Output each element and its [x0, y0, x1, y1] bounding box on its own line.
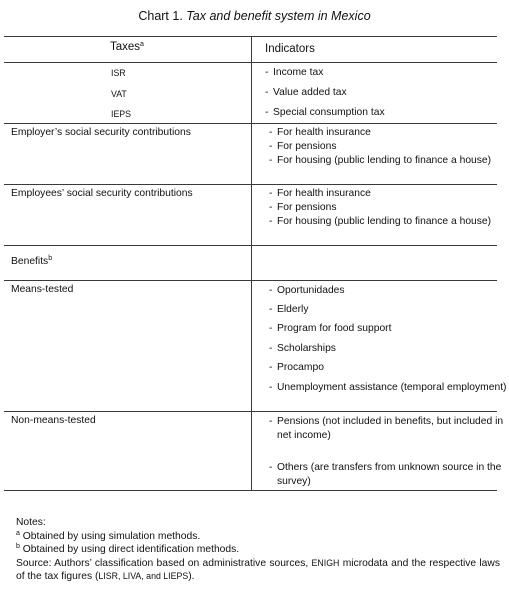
- tax-abbr-ieps: IEPS: [111, 109, 132, 119]
- notes: [16, 516, 500, 584]
- means-tested-item: - Oportunidades: [269, 285, 345, 296]
- employee-item: - For health insurance: [269, 188, 371, 199]
- page-title: [0, 9, 509, 23]
- column-divider: [251, 36, 252, 491]
- header-indicators: Indicators: [265, 43, 315, 55]
- means-tested-item: - Unemployment assistance (temporal employment): [269, 382, 507, 393]
- means-tested-item: - Scholarships: [269, 343, 336, 354]
- header-taxes: Taxes$^a$: [110, 41, 144, 53]
- tax-label-vat: - Value added tax: [265, 87, 347, 98]
- means-tested-item: - Elderly: [269, 304, 309, 315]
- means-tested-item: - Program for food support: [269, 323, 392, 334]
- employer-item: - For pensions: [269, 141, 337, 152]
- non-means-tested-item: - Pensions (not included in benefits, but included in net income): [269, 416, 504, 441]
- note-b: $^b$ Obtained by using direct identification methods.: [16, 543, 240, 555]
- tax-abbr-isr: ISR: [111, 68, 126, 78]
- benefits-label: Benefits$^b$: [11, 255, 53, 267]
- means-tested-item: - Procampo: [269, 362, 324, 373]
- employer-label: Employer’s social security contributions: [11, 127, 191, 138]
- title-prefix: Chart 1.: [138, 9, 183, 23]
- tax-abbr-vat: VAT: [111, 89, 127, 99]
- employer-item: - For housing (public lending to finance a house): [269, 155, 492, 166]
- employee-item: - For pensions: [269, 202, 337, 213]
- employee-item: - For housing (public lending to finance a house): [269, 216, 492, 227]
- tax-label-ieps: - Special consumption tax: [265, 107, 385, 118]
- notes-heading: Notes:: [16, 517, 46, 528]
- employee-label: Employees’ social security contributions: [11, 188, 193, 199]
- source-note: Source: Authors’ classification based on administrative sources, ENIGH microdata and the respective laws of the tax figures (LISR, LIVA, and LIEPS).: [16, 557, 500, 582]
- employer-item: - For health insurance: [269, 127, 371, 138]
- means-tested-label: Means-tested: [11, 284, 74, 295]
- title-italic: Tax and benefit system in Mexico: [186, 9, 371, 23]
- non-means-tested-label: Non-means-tested: [11, 415, 96, 426]
- tax-label-isr: - Income tax: [265, 67, 324, 78]
- non-means-tested-item: - Others (are transfers from unknown source in the survey): [269, 462, 502, 487]
- note-a: $^a$ Obtained by using simulation methods.: [16, 529, 201, 542]
